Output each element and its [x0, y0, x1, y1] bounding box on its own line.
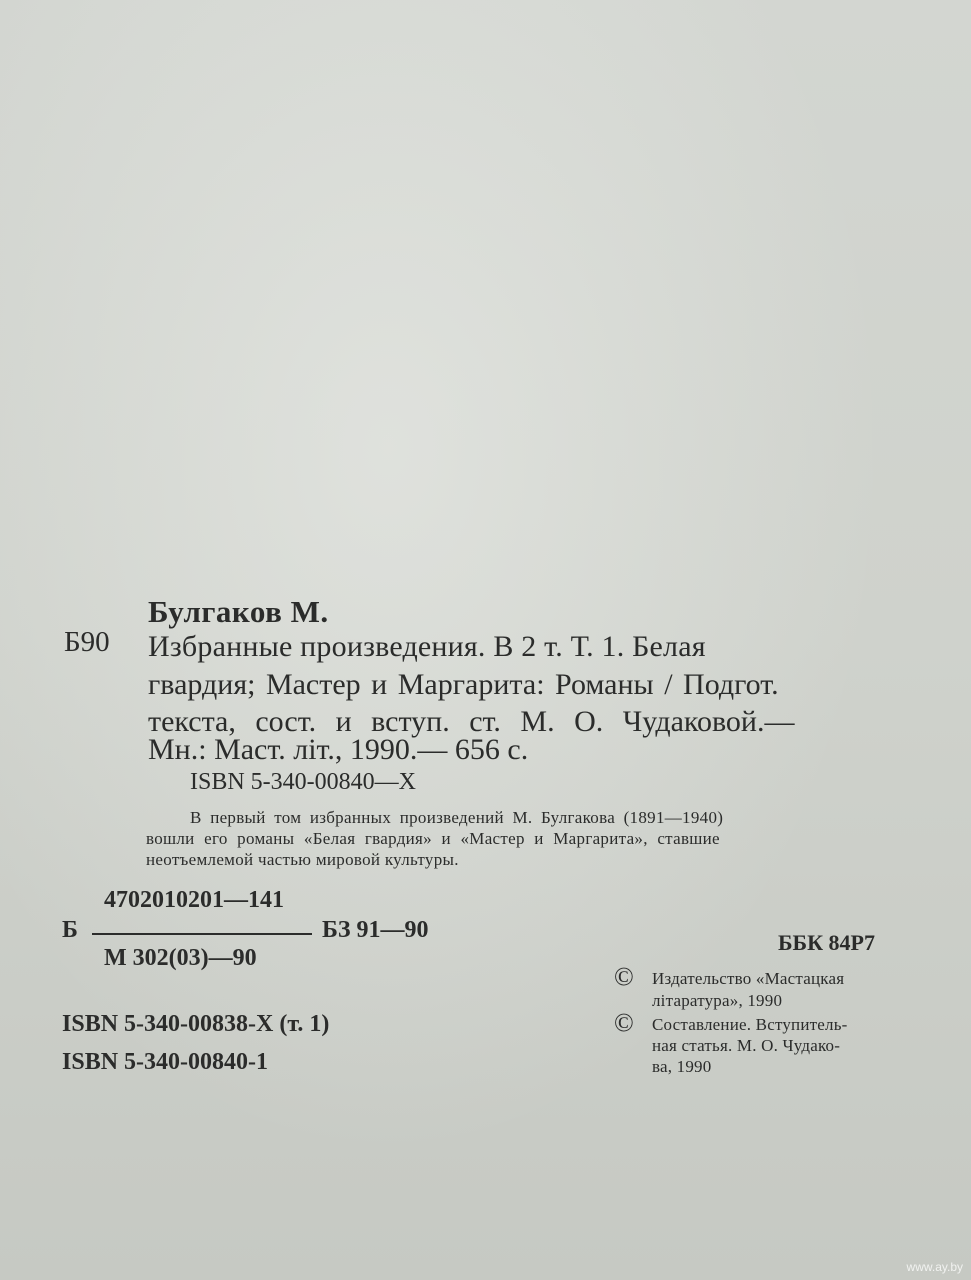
copyright-compilation-line-1: Составление. Вступитель- [652, 1015, 848, 1034]
copyright-icon: © [614, 962, 634, 991]
fraction-divider [92, 933, 312, 935]
card-isbn: ISBN 5-340-00840—X [190, 769, 416, 795]
description-line-4: Мн.: Маст. літ., 1990.— 656 с. [148, 733, 529, 766]
author-name: Булгаков М. [148, 594, 329, 629]
description-line-1: Избранные произведения. В 2 т. Т. 1. Белая [148, 630, 706, 663]
annotation-line-3: неотъемлемой частью мировой культуры. [146, 850, 459, 869]
bbk-code: ББК 84Р7 [778, 930, 875, 955]
copyright-compilation-line-2: ная статья. М. О. Чудако- [652, 1036, 841, 1055]
copyright-publisher-line-1: Издательство «Мастацкая [652, 969, 845, 988]
classification-denominator: М 302(03)—90 [104, 945, 257, 971]
classification-bz: БЗ 91—90 [322, 917, 429, 943]
annotation-line-2: вошли его романы «Белая гвардия» и «Мастер и Маргарита», ставшие [146, 829, 720, 848]
copyright-icon: © [614, 1008, 634, 1037]
isbn-volume: ISBN 5-340-00838-X (т. 1) [62, 1011, 330, 1037]
copyright-publisher-line-2: літаратура», 1990 [652, 991, 783, 1010]
annotation-line-1: В первый том избранных произведений М. Булгакова (1891—1940) [190, 808, 724, 827]
description-line-2: гвардия; Мастер и Маргарита: Романы / Подгот. [148, 668, 779, 701]
description-line-3: текста, сост. и вступ. ст. М. О. Чудаковой.— [148, 705, 795, 738]
author-code: Б90 [64, 626, 110, 658]
copyright-compilation-line-3: ва, 1990 [652, 1057, 712, 1076]
classification-numerator: 4702010201—141 [104, 887, 284, 913]
watermark-text: www.ay.by [906, 1260, 963, 1274]
classification-letter: Б [62, 917, 78, 943]
isbn-set: ISBN 5-340-00840-1 [62, 1049, 269, 1075]
